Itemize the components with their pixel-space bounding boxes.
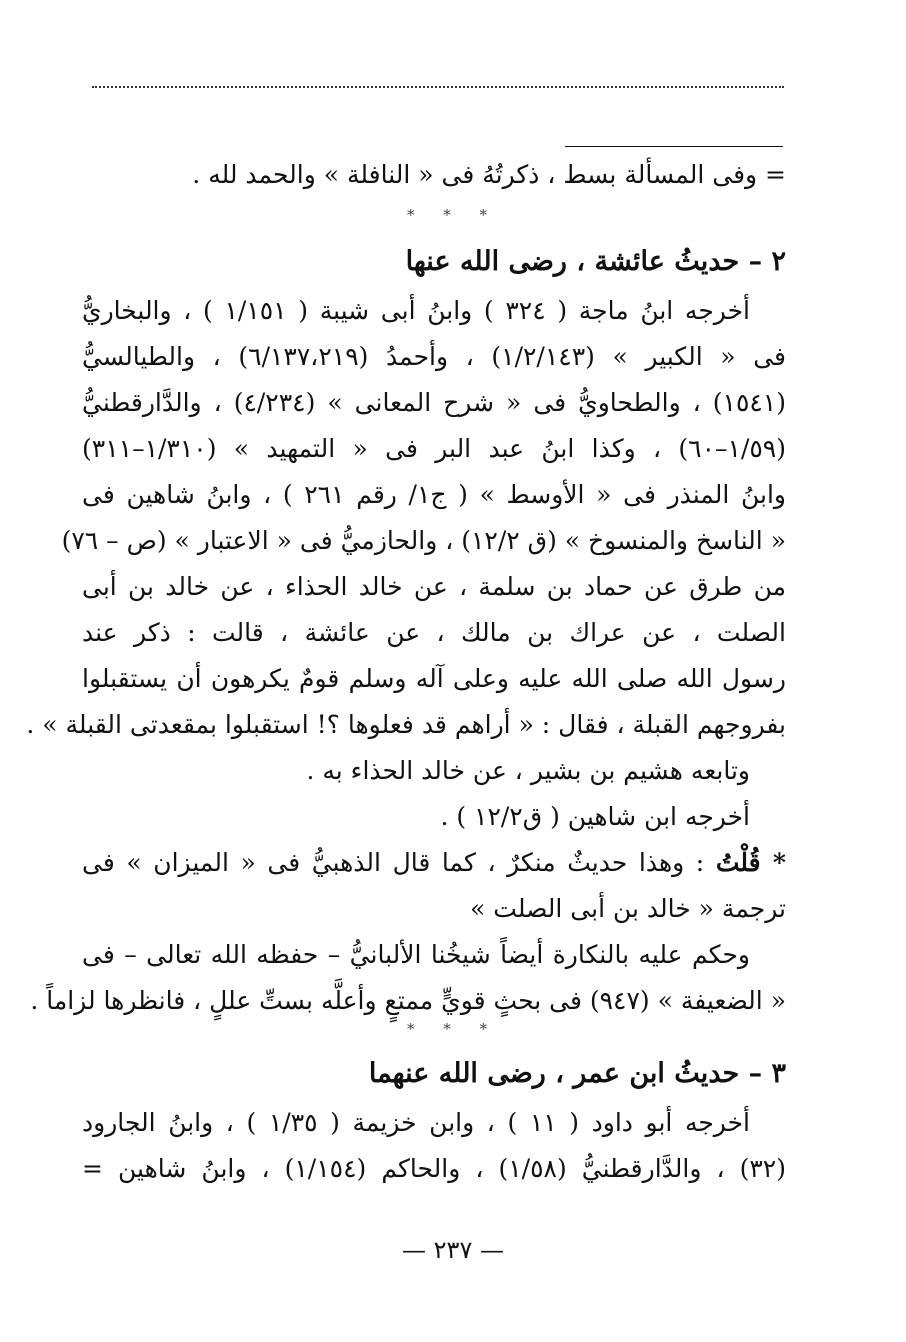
page-number: — ٢٣٧ — [402, 1236, 504, 1264]
qultu-line [82, 840, 786, 886]
body-line: (١/٥٩–٦٠) ، وكذا ابنُ عبد البر فى « التمهيد » (١/٣١٠–٣١١) [82, 434, 786, 463]
section-2-body [26, 288, 787, 1024]
qultu-label: * قُلْتُ [715, 848, 787, 877]
section-2-heading: ٢ – حديثُ عائشة ، رضى الله عنها [405, 246, 786, 277]
body-line: أخرجه أبو داود ( ١١ ) ، وابن خزيمة ( ١/٣٥ ) ، وابنُ الجارود [82, 1108, 751, 1137]
body-line: « الناسخ والمنسوخ » (ق ١٢/٢) ، والحازميُّ فى « الاعتبار » (ص – ٧٦) [61, 526, 786, 555]
body-line: أخرجه ابنُ ماجة ( ٣٢٤ ) وابنُ أبى شيبة ( ١/١٥١ ) ، والبخاريُّ [82, 296, 750, 325]
body-line: بفروجهم القبلة ، فقال : « أراهم قد فعلوها ؟! استقبلوا بمقعدتى القبلة » . [26, 710, 786, 739]
hukm-line-2: « الضعيفة » (٩٤٧) فى بحثٍ قويٍّ ممتعٍ وأعلَّه بستِّ عللٍ ، فانظرها لزاماً . [30, 986, 786, 1015]
body-line: وابنُ المنذر فى « الأوسط » ( ج١/ رقم ٢٦١ ) ، وابنُ شاهين فى [82, 480, 786, 509]
hukm-line: وحكم عليه بالنكارة أيضاً شيخُنا الألبانيُّ – حفظه الله تعالى – فى [82, 940, 750, 969]
section-3-body [82, 1100, 786, 1192]
body-line: رسول الله صلى الله عليه وعلى آله وسلم قومٌ يكرهون أن يستقبلوا [82, 664, 786, 693]
footnote-separator-rule [565, 146, 783, 147]
body-line: الصلت ، عن عراك بن مالك ، عن عائشة ، قالت : ذكر عند [82, 618, 786, 647]
body-line: فى « الكبير » (١/٢/١٤٣) ، وأحمدُ (٦/١٣٧،٢١٩) ، والطيالسيُّ [82, 342, 787, 371]
body-line: من طرق عن حماد بن سلمة ، عن خالد الحذاء ، عن خالد بن أبى [82, 572, 786, 601]
section-3-heading: ٣ – حديثُ ابن عمر ، رضى الله عنهما [368, 1058, 786, 1089]
body-line: (٣٢) ، والدَّارقطنيُّ (١/٥٨) ، والحاكم (١/١٥٤) ، وابنُ شاهين = [82, 1154, 786, 1183]
qultu-line-2: ترجمة « خالد بن أبى الصلت » [470, 894, 786, 923]
qultu-text: : وهذا حديثٌ منكرٌ ، كما قال الذهبيُّ فى « الميزان » فى [82, 848, 705, 877]
body-line: (١٥٤١) ، والطحاويُّ فى « شرح المعانى » (٤/٢٣٤) ، والدَّارقطنيُّ [82, 388, 786, 417]
section-separator-stars: * * * [406, 206, 500, 224]
header-dotted-rule [92, 86, 784, 88]
section-separator-stars: * * * [406, 1020, 500, 1038]
follow-up-line: وتابعه هشيم بن بشير ، عن خالد الحذاء به . [306, 756, 750, 785]
footnote-continuation: = وفى المسألة بسط ، ذكرتُهُ فى « النافلة » والحمد لله . [192, 160, 786, 189]
follow-up-line: أخرجه ابن شاهين ( ق١٢/٢ ) . [440, 802, 750, 831]
